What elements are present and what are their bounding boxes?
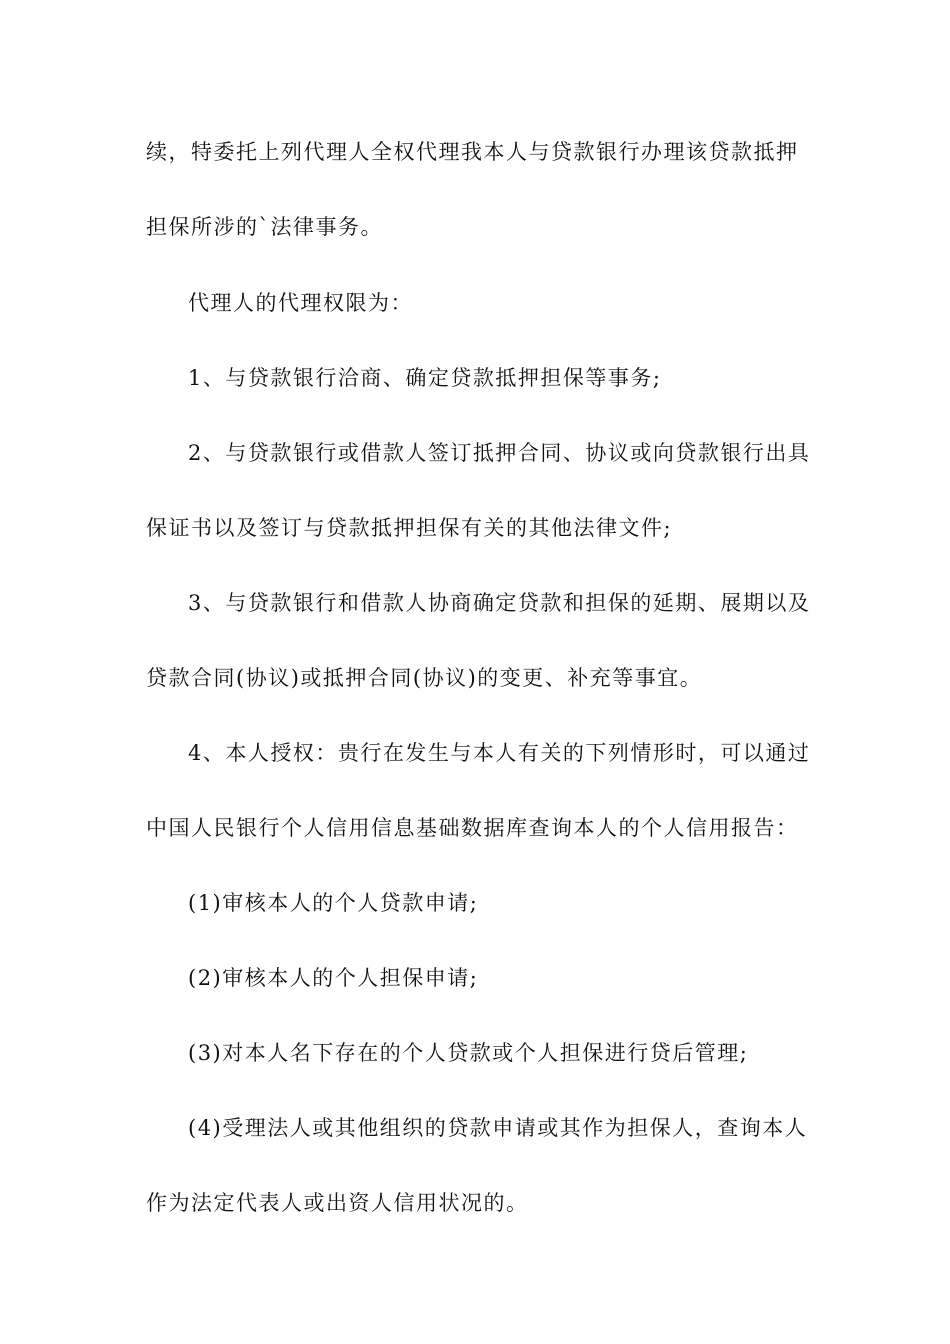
paragraph-line: 1、与贷款银行洽商、确定贷款抵押担保等事务; (188, 366, 662, 390)
paragraph-line: 保证书以及签订与贷款抵押担保有关的其他法律文件; (146, 516, 673, 540)
paragraph-line: 贷款合同(协议)或抵押合同(协议)的变更、补充等事宜。 (146, 666, 703, 690)
paragraph-line: 中国人民银行个人信用信息基础数据库查询本人的个人信用报告： (146, 816, 799, 840)
paragraph-line: (4)受理法人或其他组织的贷款申请或其作为担保人，查询本人 (188, 1116, 808, 1140)
paragraph-line: 续，特委托上列代理人全权代理我本人与贷款银行办理该贷款抵押 (146, 140, 799, 164)
paragraph-line: (3)对本人名下存在的个人贷款或个人担保进行贷后管理; (188, 1041, 749, 1065)
paragraph-line: 作为法定代表人或出资人信用状况的。 (146, 1191, 529, 1215)
paragraph-line: 2、与贷款银行或借款人签订抵押合同、协议或向贷款银行出具 (188, 441, 811, 465)
paragraph-line: 代理人的代理权限为： (188, 291, 413, 315)
paragraph-line: (2)审核本人的个人担保申请; (188, 966, 479, 990)
paragraph-line: (1)审核本人的个人贷款申请; (188, 891, 479, 915)
paragraph-line: 担保所涉的`法律事务。 (146, 215, 383, 239)
paragraph-line: 3、与贷款银行和借款人协商确定贷款和担保的延期、展期以及 (188, 591, 811, 615)
paragraph-line: 4、本人授权：贵行在发生与本人有关的下列情形时，可以通过 (188, 741, 811, 765)
